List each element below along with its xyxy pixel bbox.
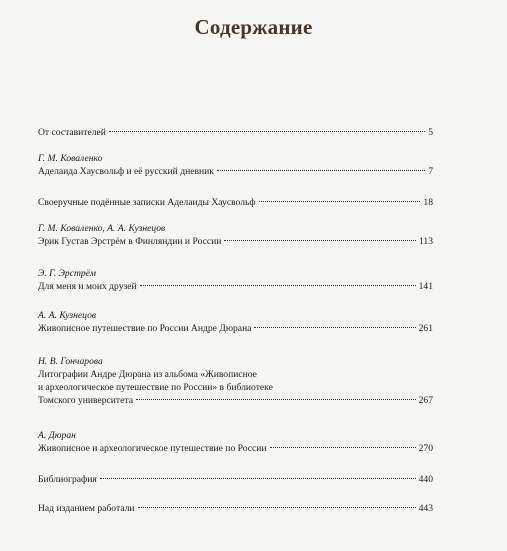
toc-entry-title: Живописное и археологическое путешествие по России (38, 443, 267, 454)
toc-entry-title-line: Литографии Андре Дюрана из альбома «Живописное (38, 369, 257, 380)
toc-author: Г. М. Коваленко (38, 153, 103, 164)
toc-entry-title: Эрик Густав Эрстрём в Финляндии и России (38, 236, 222, 247)
toc-line[interactable] (38, 442, 433, 455)
toc-entry-title: Живописное путешествие по России Андре Дюрана (38, 323, 252, 334)
dot-leader (224, 240, 416, 241)
toc-page-number: 261 (418, 323, 433, 334)
toc-entry (38, 126, 433, 139)
dot-leader (109, 131, 425, 132)
toc-entry-title: Библиография (38, 474, 97, 485)
dot-leader (140, 285, 416, 286)
toc-page-number: 267 (418, 395, 433, 406)
toc-page-number: 7 (428, 166, 433, 177)
toc-entry-title-line: и археологическое путешествие по России» в библиотеке (38, 382, 273, 393)
toc-entry (38, 153, 433, 178)
toc-line[interactable] (38, 165, 433, 178)
toc-entry-title: Томского университета (38, 395, 133, 406)
toc-line[interactable] (38, 322, 433, 335)
toc-entry-title: Над изданием работали (38, 503, 135, 514)
toc-entry (38, 502, 433, 515)
toc-entry (38, 310, 433, 335)
dot-leader (100, 478, 416, 479)
toc-line[interactable] (38, 502, 433, 515)
toc-author: А. Дюран (38, 430, 76, 441)
toc-page-number: 141 (418, 281, 433, 292)
toc-entry (38, 223, 433, 248)
dot-leader (138, 507, 416, 508)
toc-line[interactable] (38, 235, 433, 248)
toc-line[interactable] (38, 394, 433, 407)
toc-author: Э. Г. Эрстрём (38, 268, 97, 279)
page-title: Содержание (194, 15, 313, 39)
toc-entry-title: От составителей (38, 127, 106, 138)
toc-author: А. А. Кузнецов (38, 310, 97, 321)
toc-page-number: 443 (418, 503, 433, 514)
toc-author: Г. М. Коваленко, А. А. Кузнецов (38, 223, 166, 234)
toc-author: Н. В. Гончарова (38, 356, 103, 367)
dot-leader (270, 447, 416, 448)
toc-page-number: 18 (423, 197, 433, 208)
toc-page-number: 440 (418, 474, 433, 485)
dot-leader (217, 170, 425, 171)
toc-page-number: 113 (418, 236, 433, 247)
toc-line[interactable] (38, 280, 433, 293)
toc-entry-title: Аделаида Хаусвольф и её русский дневник (38, 166, 214, 177)
toc-line[interactable] (38, 126, 433, 139)
toc-line[interactable] (38, 473, 433, 486)
toc-line[interactable] (38, 196, 433, 209)
toc-entry (38, 268, 433, 293)
dot-leader (259, 201, 421, 202)
toc-page-number: 270 (418, 443, 433, 454)
toc-entry-title: Для меня и моих друзей (38, 281, 137, 292)
toc-page-number: 5 (428, 127, 433, 138)
toc-entry-title: Своеручные подённые записки Аделаиды Хаусвольф (38, 197, 256, 208)
dot-leader (136, 399, 416, 400)
toc-entry (38, 473, 433, 486)
dot-leader (254, 327, 415, 328)
toc-entry (38, 196, 433, 209)
toc-entry (38, 356, 433, 407)
toc-entry (38, 430, 433, 455)
